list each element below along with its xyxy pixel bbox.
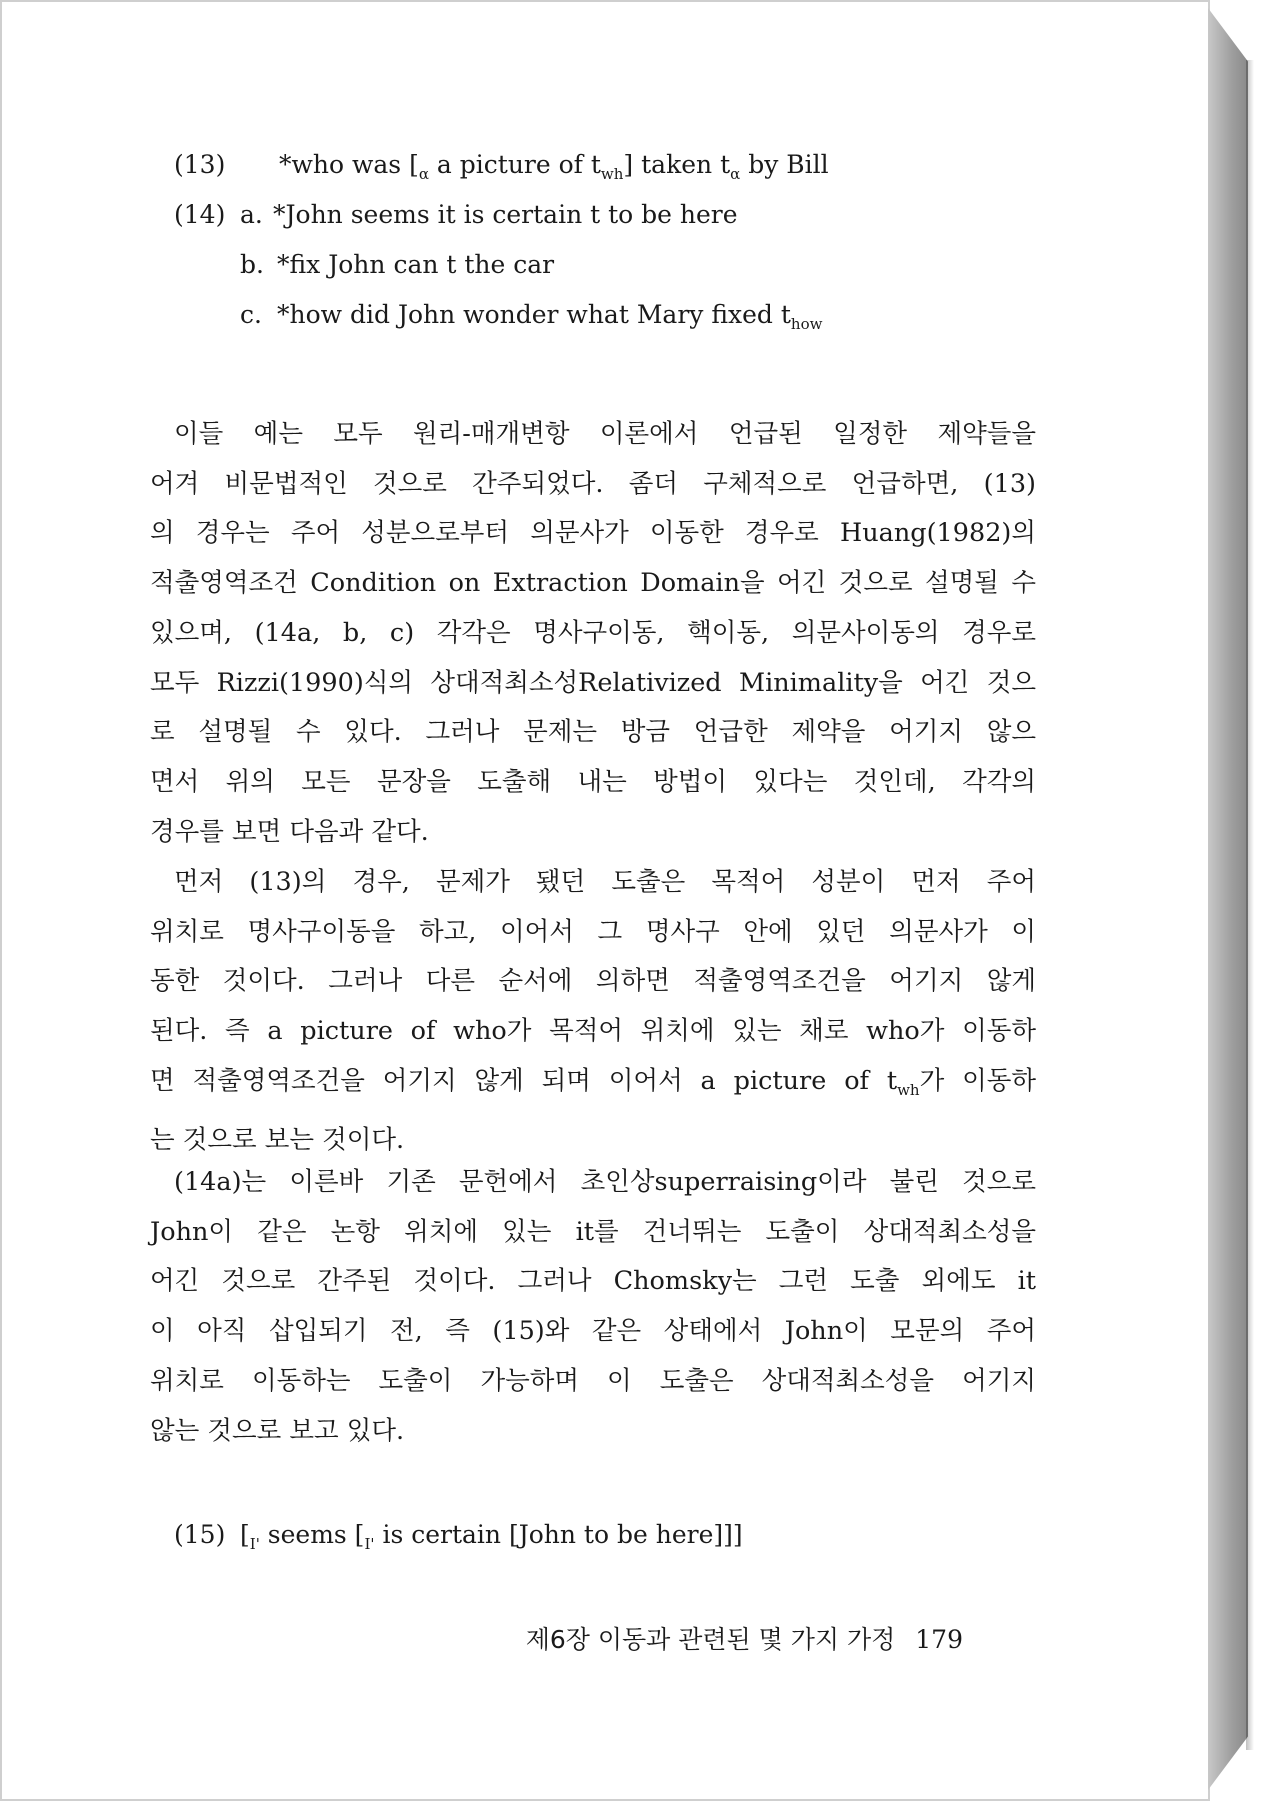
- text-line: 않는 것으로 보고 있다.: [150, 1415, 405, 1446]
- chapter-title: 제6장 이동과 관련된 몇 가지 가정: [525, 1625, 896, 1654]
- text-line: 의 경우는 주어 성분으로부터 의문사가 이동한 경우로 Huang(1982)의: [150, 518, 1036, 549]
- text-line: John이 같은 논항 위치에 있는 it를 건너뛰는 도출이 상대적최소성을: [150, 1216, 1036, 1247]
- text-segment: 면 적출영역조건을 어기지 않게 되며 이어서 a picture of t: [150, 1065, 898, 1096]
- running-footer: [526, 1620, 963, 1656]
- text-line: 어긴 것으로 간주된 것이다. 그러나 Chomsky는 그런 도출 외에도 it: [150, 1266, 1036, 1297]
- bracket: [: [240, 1520, 250, 1549]
- text-line: 위치로 명사구이동을 하고, 이어서 그 명사구 안에 있던 의문사가 이: [150, 916, 1036, 947]
- page-number: 179: [915, 1625, 963, 1654]
- paragraph-3: [150, 1158, 1036, 1456]
- example-14a: [174, 200, 738, 229]
- subscript: I': [364, 1535, 375, 1553]
- example-14c: [240, 300, 822, 333]
- text-line: 있으며, (14a, b, c) 각각은 명사구이동, 핵이동, 의문사이동의 경우로: [150, 617, 1036, 648]
- example-letter: c.: [240, 300, 262, 329]
- text-line: 된다. 즉 a picture of who가 목적어 위치에 있는 채로 who가 이동하: [150, 1016, 1036, 1047]
- text-line: 모두 Rizzi(1990)식의 상대적최소성Relativized Minimality을 어긴 것으: [150, 667, 1036, 698]
- subscript: α: [730, 165, 741, 183]
- text-line: 위치로 이동하는 도출이 가능하며 이 도출은 상대적최소성을 어기지: [150, 1365, 1036, 1396]
- text-line: 는 것으로 보는 것이다.: [150, 1124, 405, 1155]
- text-line: 이들 예는 모두 원리-매개변항 이론에서 언급된 일정한 제약들을: [174, 419, 1036, 449]
- text-line: (14a)는 이른바 기존 문헌에서 초인상superraising이라 불린 것으로: [174, 1167, 1036, 1197]
- paragraph-2: [150, 858, 1036, 1165]
- text-line: 동한 것이다. 그러나 다른 순서에 의하면 적출영역조건을 어기지 않게: [150, 966, 1036, 997]
- bracket: [: [409, 150, 419, 179]
- text-line: 이 아직 삽입되기 전, 즉 (15)와 같은 상태에서 John이 모문의 주어: [150, 1316, 1036, 1347]
- example-15: [174, 1520, 743, 1553]
- example-text: by Bill: [740, 150, 829, 179]
- text-line: 적출영역조건 Condition on Extraction Domain을 어긴 것으로 설명될 수: [150, 568, 1036, 599]
- text-line: 경우를 보면 다음과 같다.: [150, 816, 429, 847]
- page-edge: [1208, 8, 1248, 1790]
- example-text: *who was: [279, 150, 410, 179]
- example-text: *fix John can t the car: [277, 250, 555, 279]
- example-text: *John seems it is certain t to be here: [273, 200, 738, 229]
- example-letter: b.: [240, 250, 264, 279]
- text-line: 어겨 비문법적인 것으로 간주되었다. 좀더 구체적으로 언급하면, (13): [150, 468, 1036, 499]
- subscript: α: [418, 165, 429, 183]
- text-segment: 가 이동하: [919, 1065, 1036, 1096]
- subscript: wh: [600, 165, 624, 183]
- example-text: a picture of t: [428, 150, 601, 179]
- text-line: 로 설명될 수 있다. 그러나 문제는 방금 언급한 제약을 어기지 않으: [150, 717, 1036, 748]
- subscript: wh: [897, 1080, 920, 1099]
- example-text: seems [: [259, 1520, 365, 1549]
- example-letter: a.: [240, 200, 263, 229]
- subscript: I': [249, 1535, 260, 1553]
- text-line: 먼저 (13)의 경우, 문제가 됐던 도출은 목적어 성분이 먼저 주어: [174, 867, 1036, 897]
- example-text: is certain [John to be here]]]: [374, 1520, 743, 1549]
- paragraph-1: [150, 410, 1036, 857]
- example-number: (13): [174, 150, 226, 179]
- text-line: 면서 위의 모든 문장을 도출해 내는 방법이 있다는 것인데, 각각의: [150, 766, 1036, 797]
- example-text: ] taken t: [623, 150, 731, 179]
- example-number: (15): [174, 1520, 226, 1549]
- example-text: *how did John wonder what Mary fixed t: [277, 300, 791, 329]
- example-number: (14): [174, 200, 226, 229]
- example-13: [174, 150, 829, 183]
- subscript: how: [790, 315, 823, 333]
- example-14b: [240, 250, 554, 279]
- text-line: [150, 1057, 1036, 1116]
- page-shadow: [1246, 60, 1254, 1750]
